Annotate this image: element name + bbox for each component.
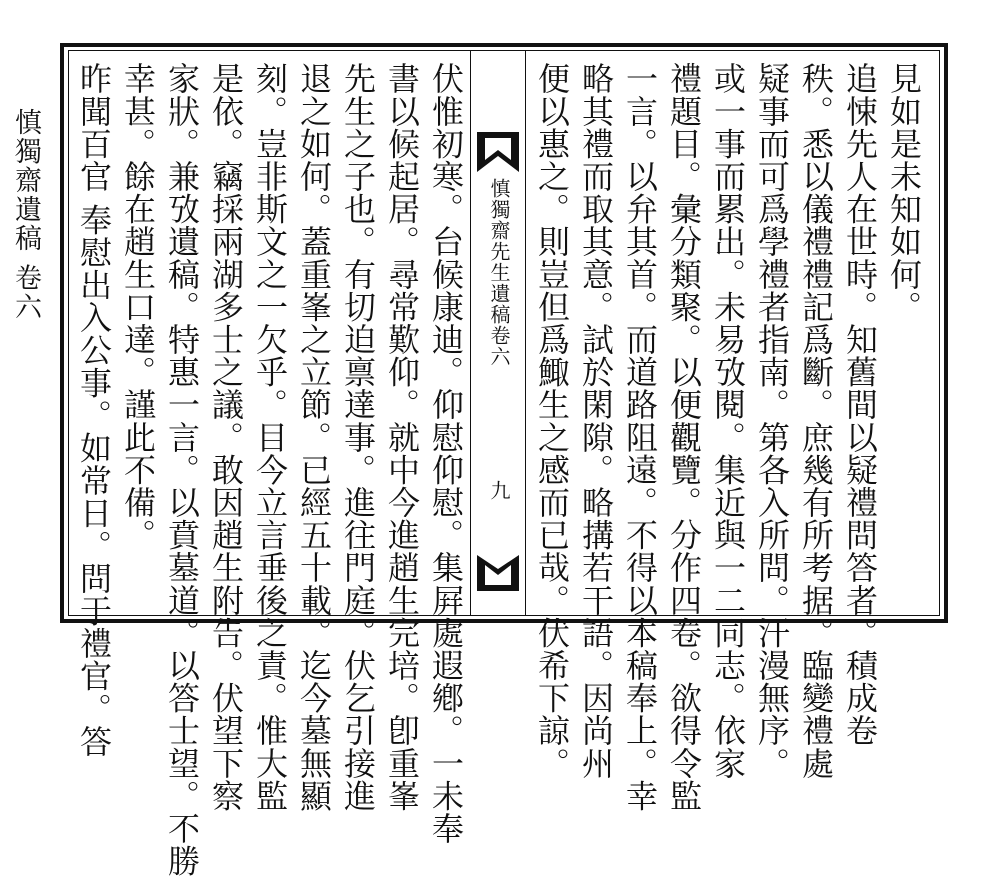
text-column: 家狀。兼攷遺稿。特惠一言。以賁墓道。以答士望。不勝 (163, 62, 201, 877)
text-column: 伏惟初寒。台候康迪。仰慰仰慰。集屛處遐鄕。一未奉 (427, 62, 465, 845)
fish-tail-bottom-icon (477, 555, 519, 591)
text-column: 追悚先人在世時。知舊間以疑禮問答者。積成卷 (841, 62, 879, 747)
center-strip (470, 50, 526, 616)
text-column: 見如是未知如何。 (885, 62, 923, 323)
text-column: 先生之子也。有切迫禀達事。進往門庭。伏乞引接進 (339, 62, 377, 812)
text-column: 幸甚。餘在趙生口達。謹此不備。 (119, 62, 157, 551)
center-book-title: 慎獨齋先生遺稿卷六 (487, 178, 511, 367)
text-column: 退之如何。蓋重峯之立節。已經五十載。迄今墓無顯 (295, 62, 333, 812)
text-column: 刻。豈非斯文之一欠乎。目今立言垂後之責。惟大監 (251, 62, 289, 812)
text-column: 略其禮而取其意。試於閑隙。略搆若干語。因尚州 (577, 62, 615, 780)
text-column: 便以惠之。則豈但爲鯫生之感而已哉。伏希下諒。 (533, 62, 571, 780)
text-column: 或一事而累出。未易攷閱。集近與一二同志。依家 (709, 62, 747, 780)
text-column: 疑事而可爲學禮者指南。第各入所問。汗漫無序。 (753, 62, 791, 780)
fish-tail-top-icon (477, 132, 519, 172)
text-column: 秩。悉以儀禮禮記爲斷。庶幾有所考据。臨變禮處 (797, 62, 835, 780)
center-page-number: 九 (487, 480, 511, 500)
text-column: 是依。竊採兩湖多士之議。敢因趙生附告。伏望下察 (207, 62, 245, 812)
text-column: 禮題目。彙分類聚。以便觀覽。分作四卷。欲得令監 (665, 62, 703, 812)
text-column: 書以候起居。尋常歎仰。就中今進趙生完培。卽重峯 (383, 62, 421, 812)
running-title: 慎獨齋遺稿 卷六 (10, 108, 41, 322)
text-column: 一言。以弁其首。而道路阻遠。不得以本稿奉上。幸 (621, 62, 659, 812)
text-column: 昨聞百官 奉慰出入公事。如常日。問于禮官。答 (75, 62, 113, 758)
